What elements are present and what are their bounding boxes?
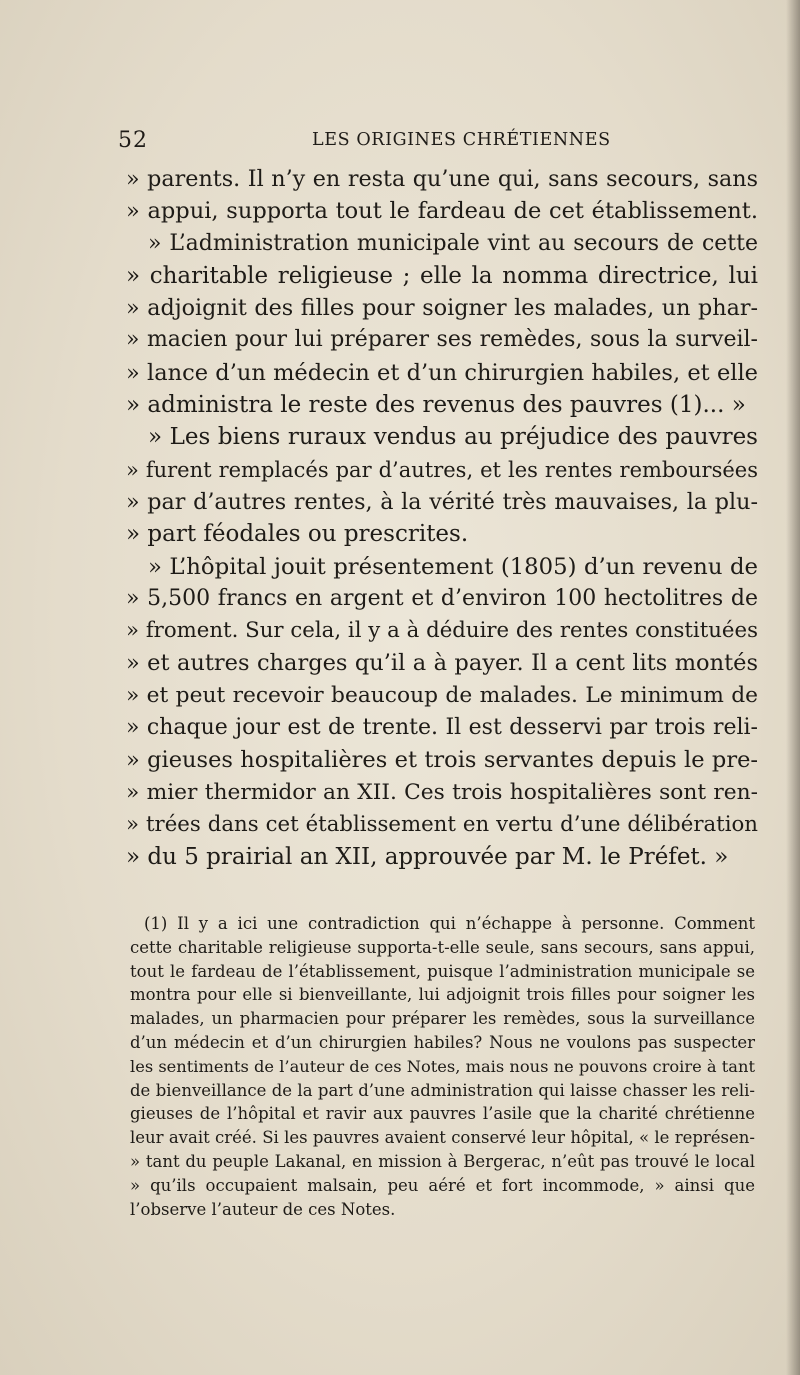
text-line: » L’hôpital jouit présentement (1805) d’un revenu de — [148, 553, 758, 580]
page-edge-shadow — [786, 0, 800, 1375]
text-line: » lance d’un médecin et d’un chirurgien habiles, et elle — [126, 359, 758, 386]
text-line: » du 5 prairial an XII, approuvée par M. le Préfet. » — [126, 844, 729, 871]
text-line: » administra le reste des revenus des pauvres (1)... » — [126, 392, 746, 419]
page-header — [118, 128, 758, 154]
footnote-line: » qu’ils occupaient malsain, peu aéré et fort incommode, » ainsi que — [130, 1175, 755, 1195]
footnote-line: gieuses de l’hôpital et ravir aux pauvres l’asile que la charité chrétienne — [130, 1104, 755, 1124]
text-line: » charitable religieuse ; elle la nomma directrice, lui — [126, 262, 758, 289]
footnote — [130, 912, 755, 1221]
footnote-line: de bienveillance de la part d’une administration qui laisse chasser les reli- — [130, 1080, 755, 1100]
footnote-line: » tant du peuple Lakanal, en mission à Bergerac, n’eût pas trouvé le local — [130, 1151, 755, 1171]
text-line: » parents. Il n’y en resta qu’une qui, sans secours, sans — [126, 166, 758, 192]
text-line: » furent remplacés par d’autres, et les rentes remboursées — [126, 457, 758, 482]
text-line: » part féodales ou prescrites. — [126, 521, 469, 548]
footnote-line: d’un médecin et d’un chirurgien habiles? Nous ne voulons pas suspecter — [130, 1032, 755, 1052]
text-line: » macien pour lui préparer ses remèdes, sous la surveil- — [126, 327, 758, 353]
page-number: 52 — [118, 128, 148, 153]
footnote-line: malades, un pharmacien pour préparer les remèdes, sous la surveillance — [130, 1009, 755, 1029]
text-line: » mier thermidor an XII. Ces trois hospitalières sont ren- — [126, 779, 758, 805]
footnote-line: cette charitable religieuse supporta-t-elle seule, sans secours, sans appui, — [130, 937, 755, 957]
text-line: » chaque jour est de trente. Il est desservi par trois reli- — [126, 715, 758, 741]
footnote-line: leur avait créé. Si les pauvres avaient conservé leur hôpital, « le représen- — [130, 1128, 755, 1148]
text-line: » Les biens ruraux vendus au préjudice des pauvres — [148, 424, 758, 451]
text-line: » et autres charges qu’il a à payer. Il a cent lits montés — [126, 650, 758, 677]
text-line: » L’administration municipale vint au secours de cette — [148, 230, 758, 256]
running-title: LES ORIGINES CHRÉTIENNES — [312, 130, 611, 150]
footnote-line: tout le fardeau de l’établissement, puisque l’administration municipale se — [130, 961, 755, 981]
text-line: » appui, supporta tout le fardeau de cet établissement. — [126, 198, 758, 225]
text-line: » gieuses hospitalières et trois servantes depuis le pre- — [126, 747, 758, 774]
main-text — [126, 163, 758, 874]
footnote-line: montra pour elle si bienveillante, lui adjoignit trois filles pour soigner les — [130, 985, 755, 1005]
text-line: » trées dans cet établissement en vertu d’une délibération — [126, 811, 758, 837]
text-line: » froment. Sur cela, il y a à déduire des rentes constituées — [126, 618, 758, 644]
text-line: » adjoignit des filles pour soigner les malades, un phar- — [126, 295, 758, 322]
text-line: » par d’autres rentes, à la vérité très mauvaises, la plu- — [126, 488, 758, 515]
footnote-line: les sentiments de l’auteur de ces Notes, mais nous ne pouvons croire à tant — [130, 1056, 755, 1076]
text-line: » et peut recevoir beaucoup de malades. Le minimum de — [126, 682, 758, 708]
footnote-line: (1) Il y a ici une contradiction qui n’échappe à personne. Comment — [144, 914, 755, 933]
text-line: » 5,500 francs en argent et d’environ 100 hectolitres de — [126, 585, 758, 611]
footnote-line: l’observe l’auteur de ces Notes. — [130, 1199, 396, 1219]
